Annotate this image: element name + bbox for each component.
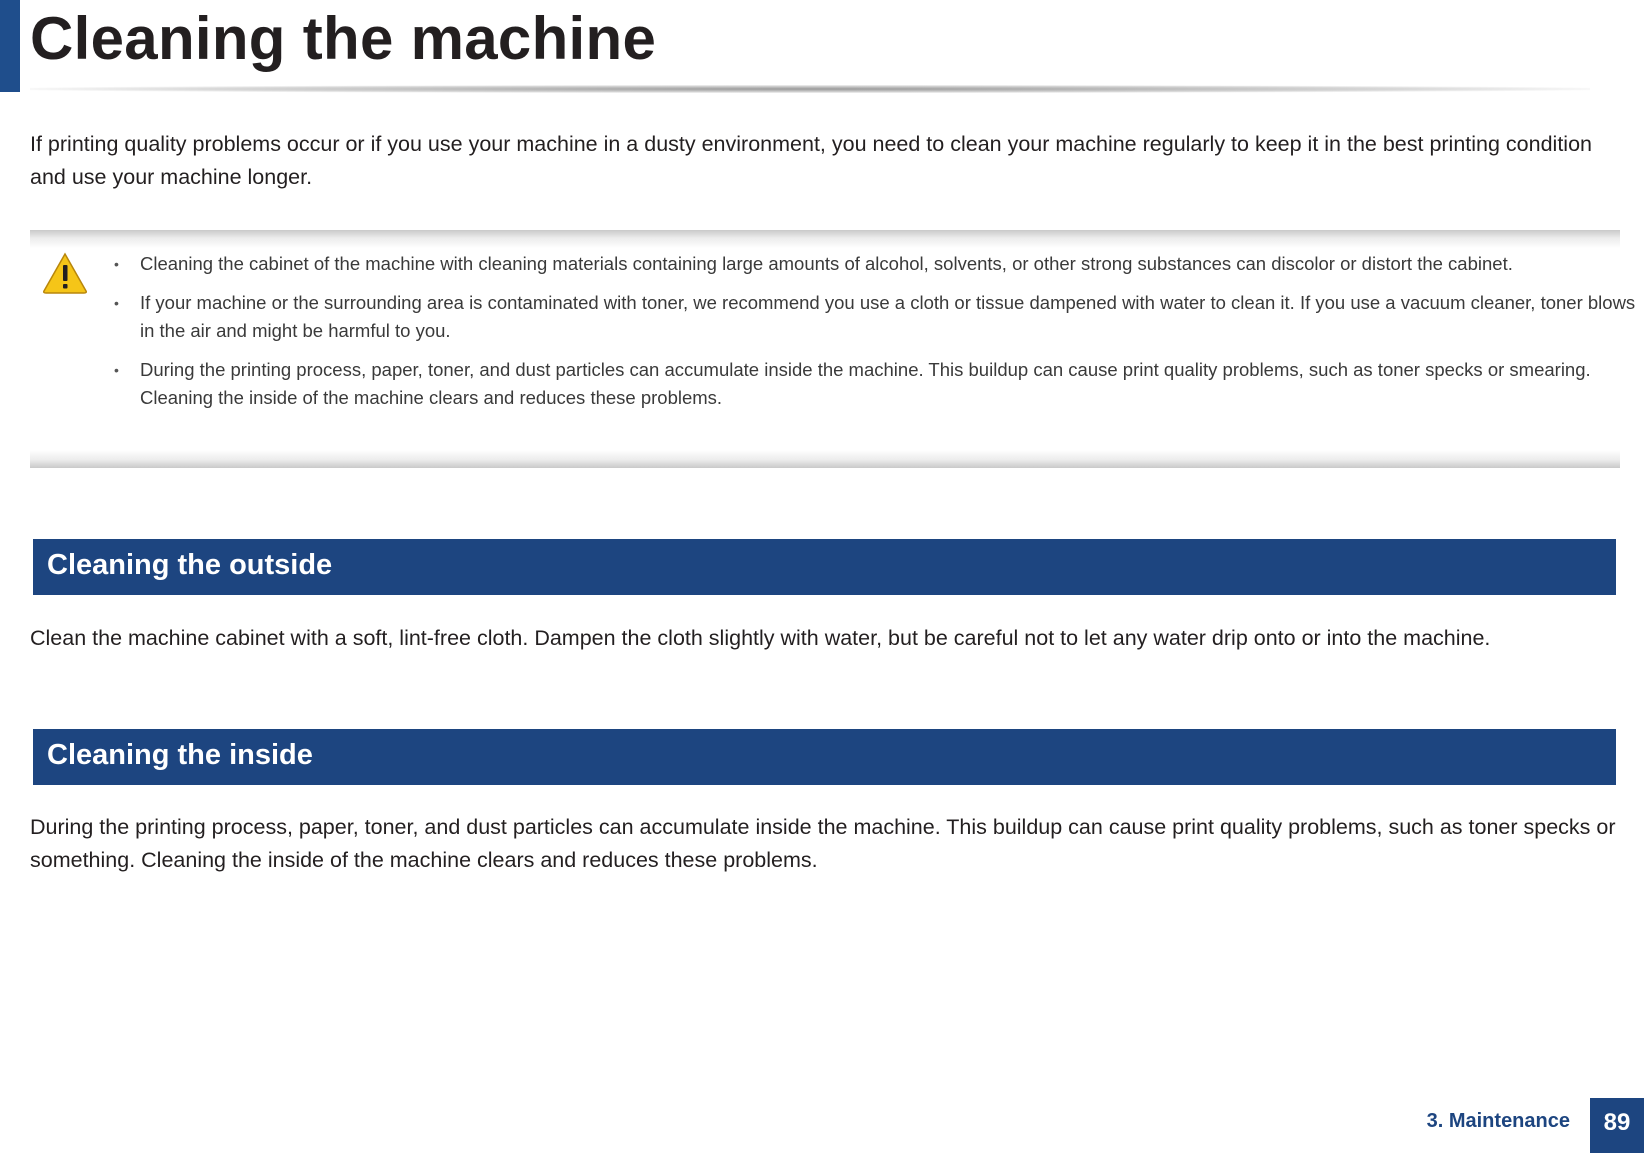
caution-item: [112, 289, 1644, 345]
caution-item-text: During the printing process, paper, toner, and dust particles can accumulate inside the machine. This buildup can cause print quality problems, such as toner specks or smearing. Cleaning the inside of the machine clears and reduces these problems.: [140, 359, 1591, 408]
section-body-outside: Clean the machine cabinet with a soft, lint-free cloth. Dampen the cloth slightly with water, but be careful not to let any water drip onto or into the machine.: [30, 626, 1491, 650]
section-header-outside: [33, 539, 1616, 595]
caution-item: [112, 250, 1644, 278]
caution-bottom-rule: [30, 450, 1620, 468]
intro-paragraph: If printing quality problems occur or if you use your machine in a dusty environment, you need to clean your machine regularly to keep it in the best printing condition and use your machine longer.: [30, 132, 1592, 189]
title-accent-bar: [0, 0, 20, 92]
section-heading: Cleaning the outside: [47, 549, 333, 581]
caution-top-rule: [30, 230, 1620, 248]
caution-item-text: If your machine or the surrounding area is contaminated with toner, we recommend you use a cloth or tissue dampened with water to clean it. If you use a vacuum cleaner, toner blows in the air and might be harmful to you.: [140, 292, 1636, 341]
caution-item-text: Cleaning the cabinet of the machine with cleaning materials containing large amounts of alcohol, solvents, or other strong substances can discolor or distort the cabinet.: [140, 253, 1513, 274]
caution-list: [112, 250, 1644, 423]
title-divider: [30, 85, 1590, 93]
caution-item: [112, 356, 1644, 412]
section-body-inside: During the printing process, paper, toner, and dust particles can accumulate inside the machine. This buildup can cause print quality problems, such as toner specks or something. Cleaning the inside of the machine clears and reduces these problems.: [30, 815, 1616, 872]
page-title: Cleaning the machine: [30, 5, 657, 72]
section-heading: Cleaning the inside: [47, 739, 313, 771]
footer-chapter-label: 3. Maintenance: [1426, 1110, 1570, 1132]
page-number-badge: 89: [1590, 1098, 1644, 1153]
warning-icon: [42, 252, 88, 294]
section-header-inside: [33, 729, 1616, 785]
caution-box: [30, 230, 1636, 468]
bullet-icon: •: [114, 256, 119, 272]
bullet-icon: •: [114, 295, 119, 311]
bullet-icon: •: [114, 362, 119, 378]
